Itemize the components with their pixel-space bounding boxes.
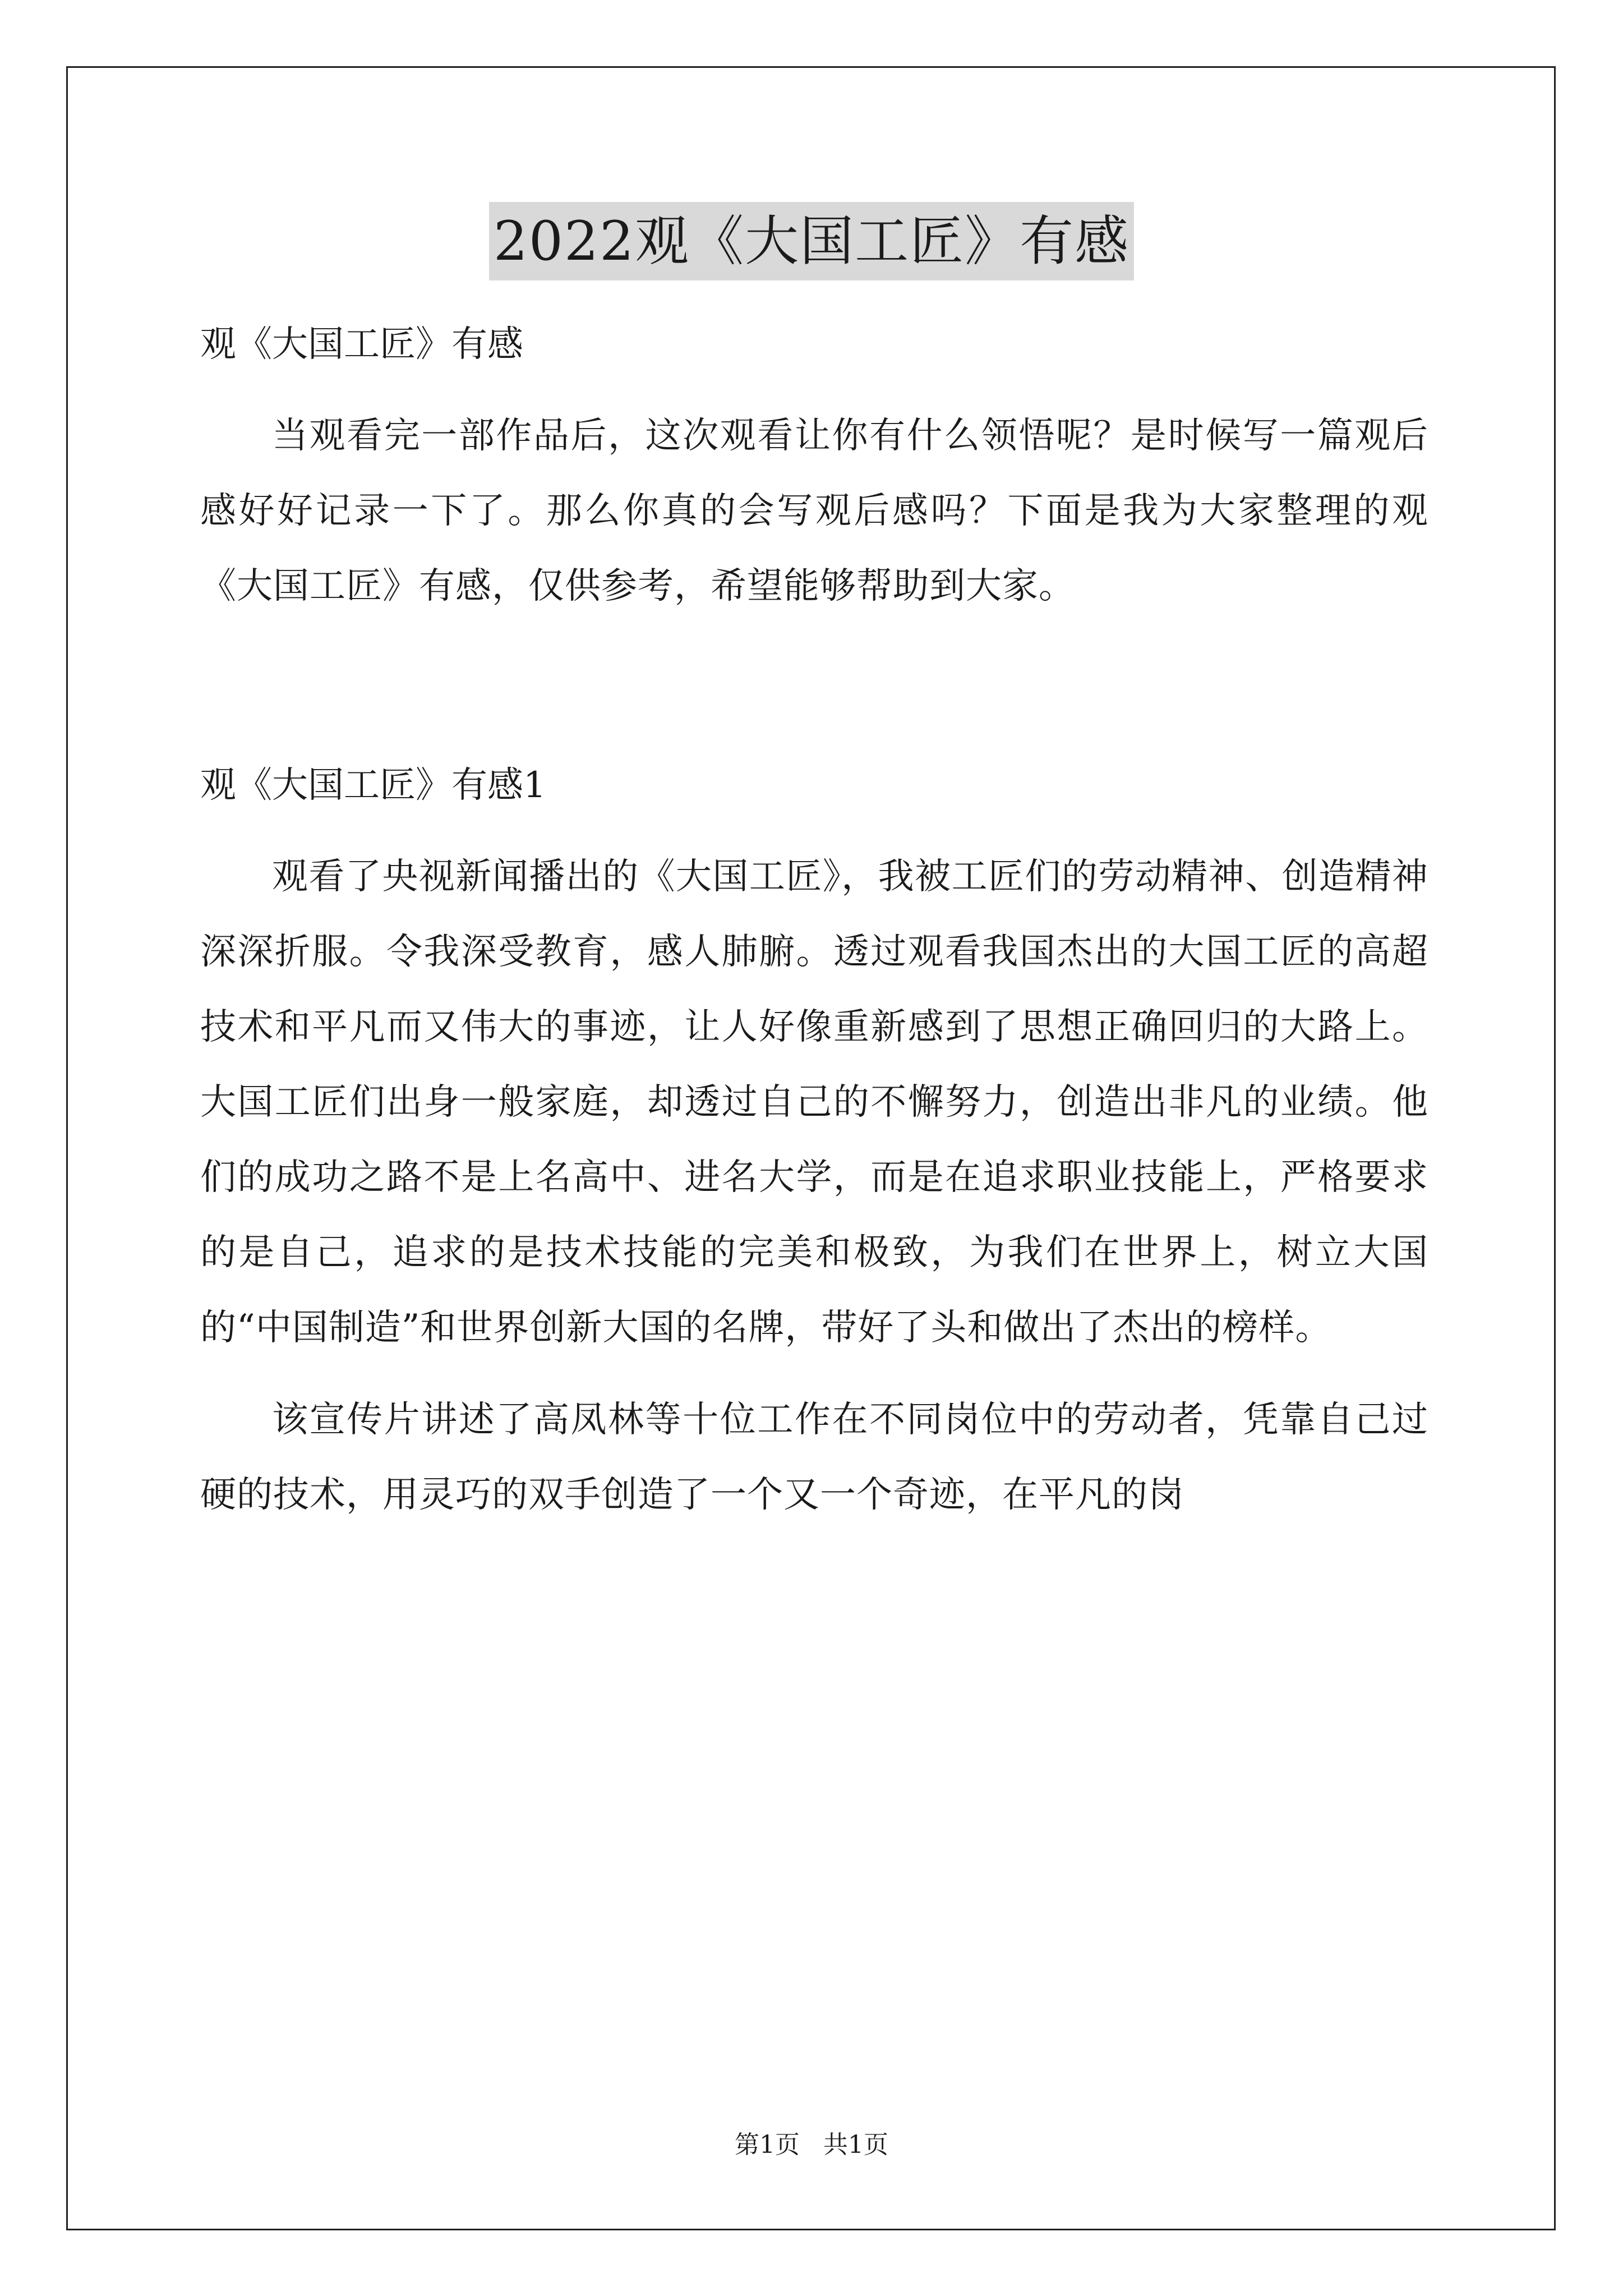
spacer	[200, 1365, 1428, 1382]
document-body	[200, 307, 1428, 1533]
spacer	[200, 624, 1428, 748]
section1-paragraph-2: 该宣传片讲述了高凤林等十位工作在不同岗位中的劳动者，凭靠自己过硬的技术，用灵巧的双手创造了一个又一个奇迹，在平凡的岗	[200, 1399, 1428, 1516]
intro-heading: 观《大国工匠》有感	[200, 324, 523, 365]
document-title: 2022观《大国工匠》有感	[489, 202, 1134, 280]
section1-paragraph-1: 观看了央视新闻播出的《大国工匠》，我被工匠们的劳动精神、创造精神深深折服。令我深受教育，感人肺腑。透过观看我国杰出的大国工匠的高超技术和平凡而又伟大的事迹，让人好像重新感到了思想正确回归的大路上。大国工匠们出身一般家庭，却透过自己的不懈努力，创造出非凡的业绩。他们的成功之路不是上名高中、进名大学，而是在追求职业技能上，严格要求的是自己，追求的是技术技能的完美和极致，为我们在世界上，树立大国的“中国制造”和世界创新大国的名牌，带好了头和做出了杰出的榜样。	[200, 856, 1428, 1349]
title-container	[0, 202, 1623, 280]
page-footer	[0, 2128, 1623, 2162]
spacer	[200, 381, 1428, 398]
page-number-current: 第1页	[735, 2131, 800, 2159]
intro-paragraph: 当观看完一部作品后，这次观看让你有什么领悟呢？是时候写一篇观后感好好记录一下了。那么你真的会写观后感吗？下面是我为大家整理的观《大国工匠》有感，仅供参考，希望能够帮助到大家。	[200, 415, 1428, 607]
page-number-total: 共1页	[823, 2131, 888, 2159]
spacer	[200, 822, 1428, 839]
section1-heading: 观《大国工匠》有感1	[200, 765, 546, 806]
